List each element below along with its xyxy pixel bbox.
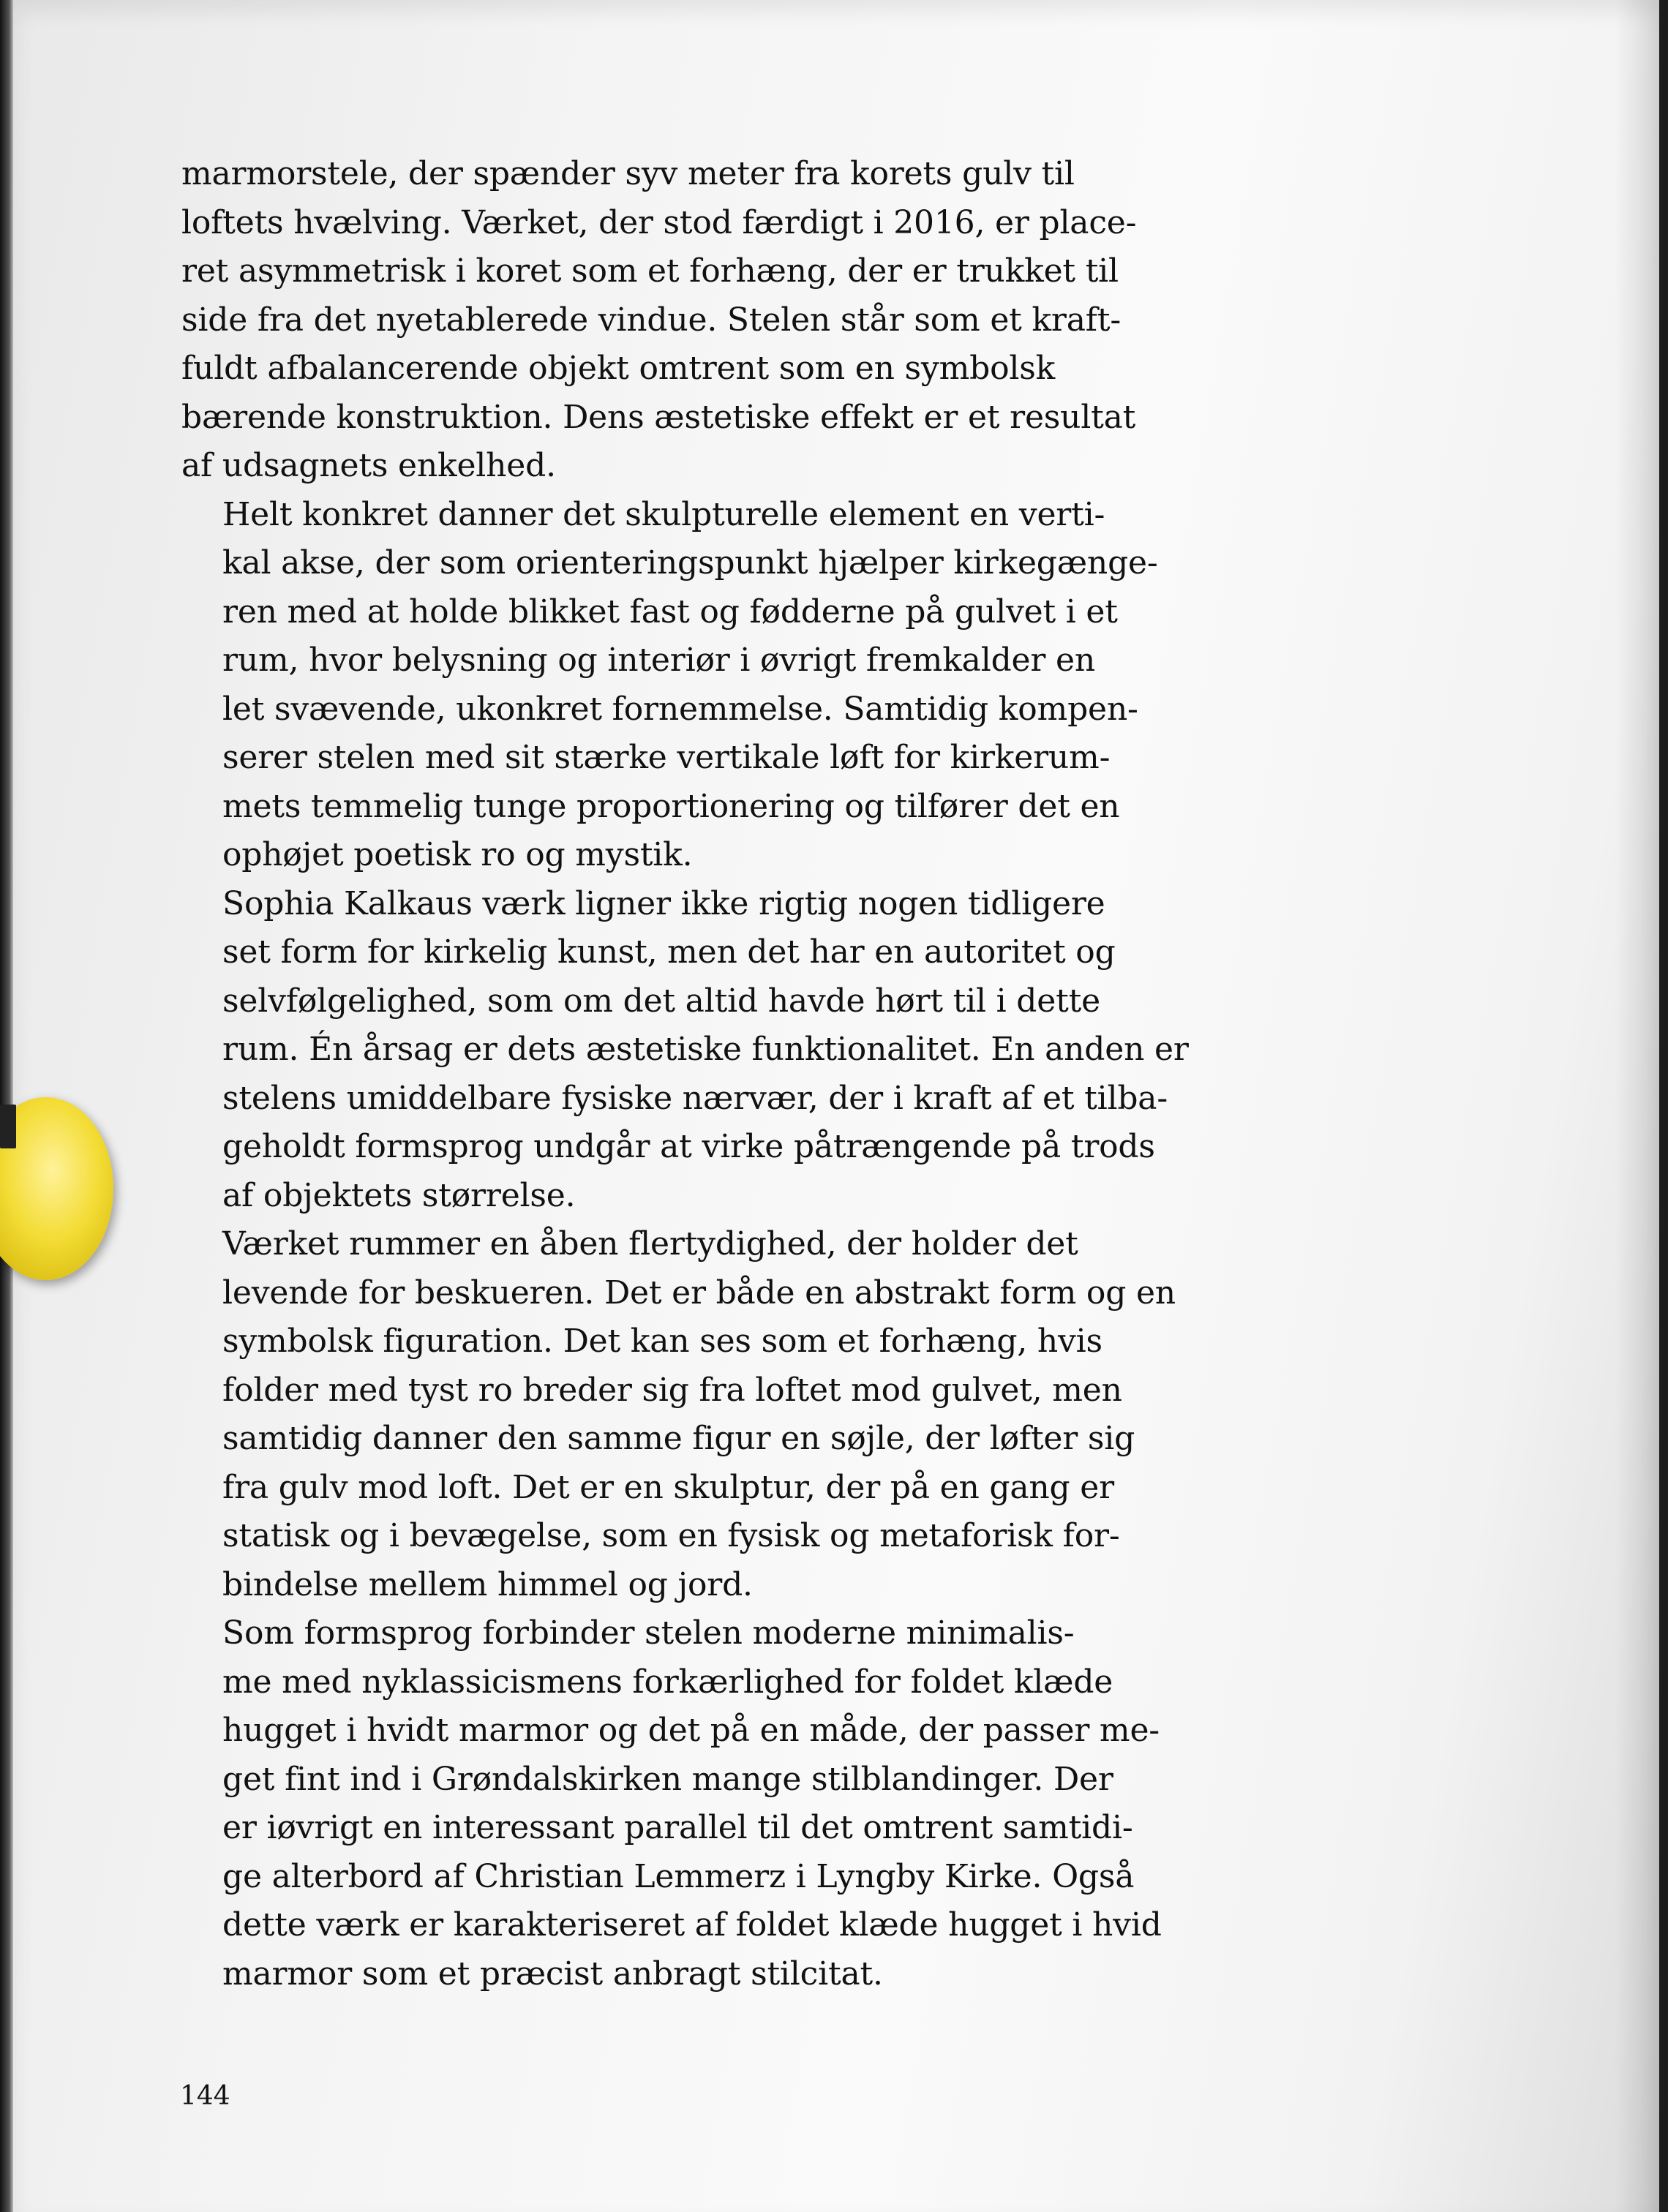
text-line: er iøvrigt en interessant parallel til det omtrent samtidi- [222,1809,1133,1846]
page-number: 144 [180,2081,230,2111]
paragraph-3 [181,880,1191,1221]
paragraph-2 [181,491,1191,880]
text-line: ren med at holde blikket fast og fødderne på gulvet i et [222,592,1118,631]
text-line: get fint ind i Grøndalskirken mange stilblandinger. Der [222,1760,1113,1798]
text-line: statisk og i bevægelse, som en fysisk og metaforisk for- [222,1517,1120,1554]
text-line: marmorstele, der spænder syv meter fra korets gulv til [181,155,1075,192]
text-line: Sophia Kalkaus værk ligner ikke rigtig nogen tidligere [222,884,1105,922]
text-line: kal akse, der som orienteringspunkt hjælper kirkegænge- [222,544,1158,582]
text-line: bærende konstruktion. Dens æstetiske effekt er et resultat [181,398,1136,436]
text-line: mets temmelig tunge proportionering og tilfører det en [222,787,1120,825]
body-text [181,150,1191,1998]
text-line: loftets hvælving. Værket, der stod færdigt i 2016, er place- [181,203,1137,241]
text-line: rum. Én årsag er dets æstetiske funktionalitet. En anden er [222,1031,1189,1068]
text-line: fuldt afbalancerende objekt omtrent som en symbolsk [181,350,1056,387]
text-line: Helt konkret danner det skulpturelle element en verti- [222,495,1105,533]
text-line: let svævende, ukonkret fornemmelse. Samtidig kompen- [222,690,1138,728]
text-line: side fra det nyetablerede vindue. Stelen står som et kraft- [181,301,1121,339]
text-line: levende for beskueren. Det er både en abstrakt form og en [222,1274,1176,1312]
text-line: fra gulv mod loft. Det er en skulptur, der på en gang er [222,1468,1114,1506]
book-page [13,0,1659,2212]
text-line: geholdt formsprog undgår at virke påtrængende på trods [222,1128,1155,1165]
text-line: af objektets størrelse. [222,1176,576,1214]
text-line: serer stelen med sit stærke vertikale løft for kirkerum- [222,739,1111,776]
text-line: ret asymmetrisk i koret som et forhæng, der er trukket til [181,252,1119,290]
text-line: folder med tyst ro breder sig fra loftet mod gulvet, men [222,1371,1122,1409]
text-line: set form for kirkelig kunst, men det har en autoritet og [222,933,1116,971]
text-line: bindelse mellem himmel og jord. [222,1565,753,1603]
page-edge-shadow [1615,0,1659,2212]
text-line: samtidig danner den samme figur en søjle, der løfter sig [222,1420,1135,1457]
text-line: hugget i hvidt marmor og det på en måde, der passer me- [222,1712,1160,1749]
text-line: selvfølgelighed, som om det altid havde hørt til i dette [222,982,1100,1020]
clip-hinge [0,1105,16,1148]
paragraph-4 [181,1220,1191,1609]
text-line: marmor som et præcist anbragt stilcitat. [222,1955,883,1993]
text-line: symbolsk figuration. Det kan ses som et forhæng, hvis [222,1323,1102,1360]
text-line: Værket rummer en åben flertydighed, der holder det [222,1225,1078,1263]
text-line: ge alterbord af Christian Lemmerz i Lyngby Kirke. Også [222,1857,1135,1895]
text-line: me med nyklassicismens forkærlighed for foldet klæde [222,1663,1113,1701]
text-line: af udsagnets enkelhed. [181,447,556,484]
text-line: rum, hvor belysning og interiør i øvrigt fremkalder en [222,642,1095,679]
text-line: Som formsprog forbinder stelen moderne minimalis- [222,1614,1075,1652]
text-line: ophøjet poetisk ro og mystik. [222,836,693,873]
text-line: stelens umiddelbare fysiske nærvær, der i kraft af et tilba- [222,1079,1168,1117]
text-line: dette værk er karakteriseret af foldet klæde hugget i hvid [222,1906,1162,1944]
paragraph-1 [181,150,1191,491]
paragraph-5 [181,1609,1191,1998]
